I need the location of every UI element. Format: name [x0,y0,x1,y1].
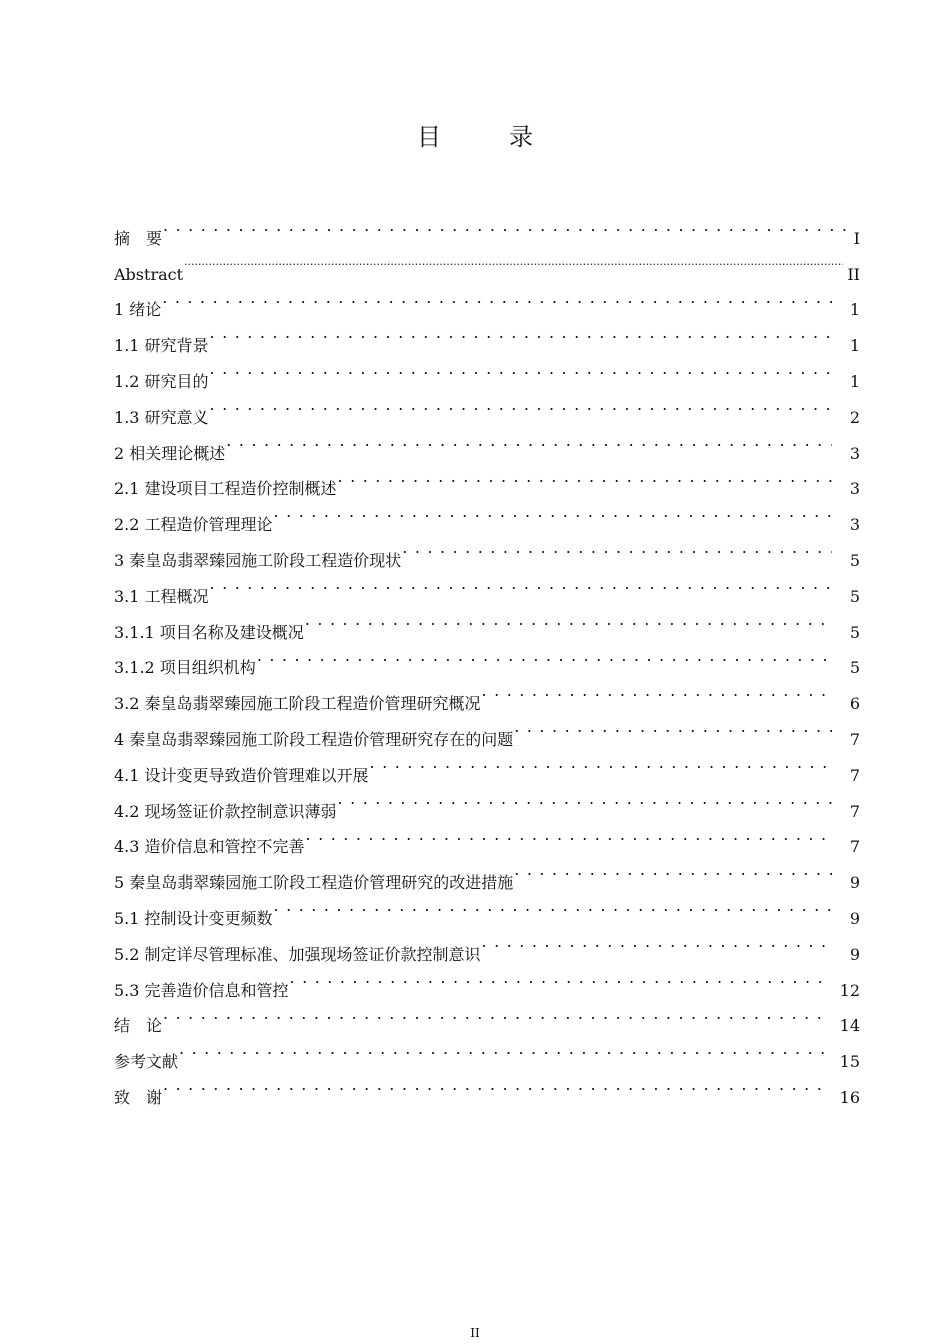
toc-entry-label: 4 秦皇岛翡翠臻园施工阶段工程造价管理研究存在的问题 [114,729,514,749]
dot-leader [179,1031,828,1067]
toc-entry[interactable] [114,459,860,499]
toc-entry-conclusion[interactable] [114,996,860,1036]
toc-entry-page: 7 [849,801,860,821]
toc-entry-label: Abstract [114,264,184,284]
toc-entry-label: 2.2 工程造价管理理论 [114,515,273,535]
toc-entry-page: 5 [849,550,860,570]
toc-entry-page: 2 [849,407,860,427]
toc-entry-label: 1.2 研究目的 [114,371,209,391]
toc-entry-label: 2.1 建设项目工程造价控制概述 [114,479,337,499]
toc-entry[interactable] [114,423,860,463]
toc-entry-page: 3 [849,515,860,535]
toc-entry-page: 1 [849,300,860,320]
toc-entry-page: II [847,264,860,284]
toc-entry-label: 3 秦皇岛翡翠臻园施工阶段工程造价现状 [114,550,402,570]
toc-entry-page: 16 [839,1087,860,1107]
toc-entry-abstract-en[interactable] [114,244,860,284]
dot-leader [210,387,832,423]
toc-entry-page: 3 [849,443,860,463]
dot-leader [482,924,832,960]
toc-entry[interactable] [114,351,860,391]
dot-leader [210,351,832,387]
dot-leader [274,494,832,530]
toc-entry-label: 2 相关理论概述 [114,443,226,463]
toc-entry-page: I [853,228,860,248]
toc-entry[interactable] [114,602,860,642]
toc-entry-label: 摘 要 [114,228,163,248]
toc-entry-label: 5.2 制定详尽管理标准、加强现场签证价款控制意识 [114,944,481,964]
toc-entry-label: 5.3 完善造价信息和管控 [114,980,289,1000]
toc-entry-page: 1 [849,371,860,391]
toc-entry-references[interactable] [114,1031,860,1072]
toc-entry-page: 7 [849,729,860,749]
toc-entry-label: 1.3 研究意义 [114,407,209,427]
dot-leader [514,709,832,745]
dot-leader [226,423,832,459]
dot-leader [306,817,832,853]
toc-entry-label: 3.1 工程概况 [114,586,209,606]
dot-leader [184,244,843,280]
dot-leader [162,280,832,316]
toc-entry-page: 5 [849,658,860,678]
toc-entry[interactable] [114,280,860,320]
toc-entry-label: 结 论 [114,1016,163,1036]
dot-leader [257,638,832,674]
dot-leader [210,566,832,602]
toc-entry-label: 1 绪论 [114,300,162,320]
toc-entry-label: 1.1 研究背景 [114,336,209,356]
toc-entry-acknowledgements[interactable] [114,1067,860,1107]
table-of-contents [114,208,860,1107]
toc-entry-page: 14 [839,1016,860,1036]
toc-entry-label: 3.2 秦皇岛翡翠臻园施工阶段工程造价管理研究概况 [114,694,481,714]
toc-entry-page: 9 [849,944,860,964]
toc-entry[interactable] [114,566,860,606]
toc-entry-page: 7 [849,765,860,785]
toc-entry-label: 3.1.2 项目组织机构 [114,658,256,678]
dot-leader [402,530,832,566]
toc-entry-label: 致 谢 [114,1087,163,1107]
toc-entry-label: 4.2 现场签证价款控制意识薄弱 [114,801,337,821]
dot-leader [290,960,828,996]
toc-entry[interactable] [114,387,860,427]
toc-entry-page: 9 [849,908,860,928]
dot-leader [163,1067,828,1103]
dot-leader [482,673,832,709]
toc-entry-page: 6 [849,694,860,714]
dot-leader [163,996,828,1032]
dot-leader [210,315,832,351]
toc-entry-page: 5 [849,622,860,642]
page-title: 目 录 [417,123,555,151]
toc-entry-label: 参考文献 [114,1052,179,1072]
toc-entry-page: 7 [849,837,860,857]
toc-entry[interactable] [114,315,860,356]
dot-leader [274,888,832,924]
toc-entry-page: 15 [839,1052,860,1072]
toc-entry-label: 5.1 控制设计变更频数 [114,908,273,928]
toc-entry-label: 3.1.1 项目名称及建设概况 [114,622,304,642]
footer-page-number: II [470,1326,480,1340]
toc-entry-page: 5 [849,586,860,606]
dot-leader [338,459,832,495]
toc-entry-label: 4.1 设计变更导致造价管理难以开展 [114,765,369,785]
toc-entry-page: 3 [849,479,860,499]
toc-entry-label: 5 秦皇岛翡翠臻园施工阶段工程造价管理研究的改进措施 [114,873,514,893]
toc-entry-page: 12 [839,980,860,1000]
toc-entry-page: 1 [849,336,860,356]
toc-entry-label: 4.3 造价信息和管控不完善 [114,837,305,857]
dot-leader [338,781,832,817]
dot-leader [514,852,832,888]
dot-leader [163,208,850,244]
dot-leader [370,745,832,781]
toc-entry-page: 9 [849,873,860,893]
toc-entry-abstract-cn[interactable] [114,208,860,248]
dot-leader [305,602,832,638]
